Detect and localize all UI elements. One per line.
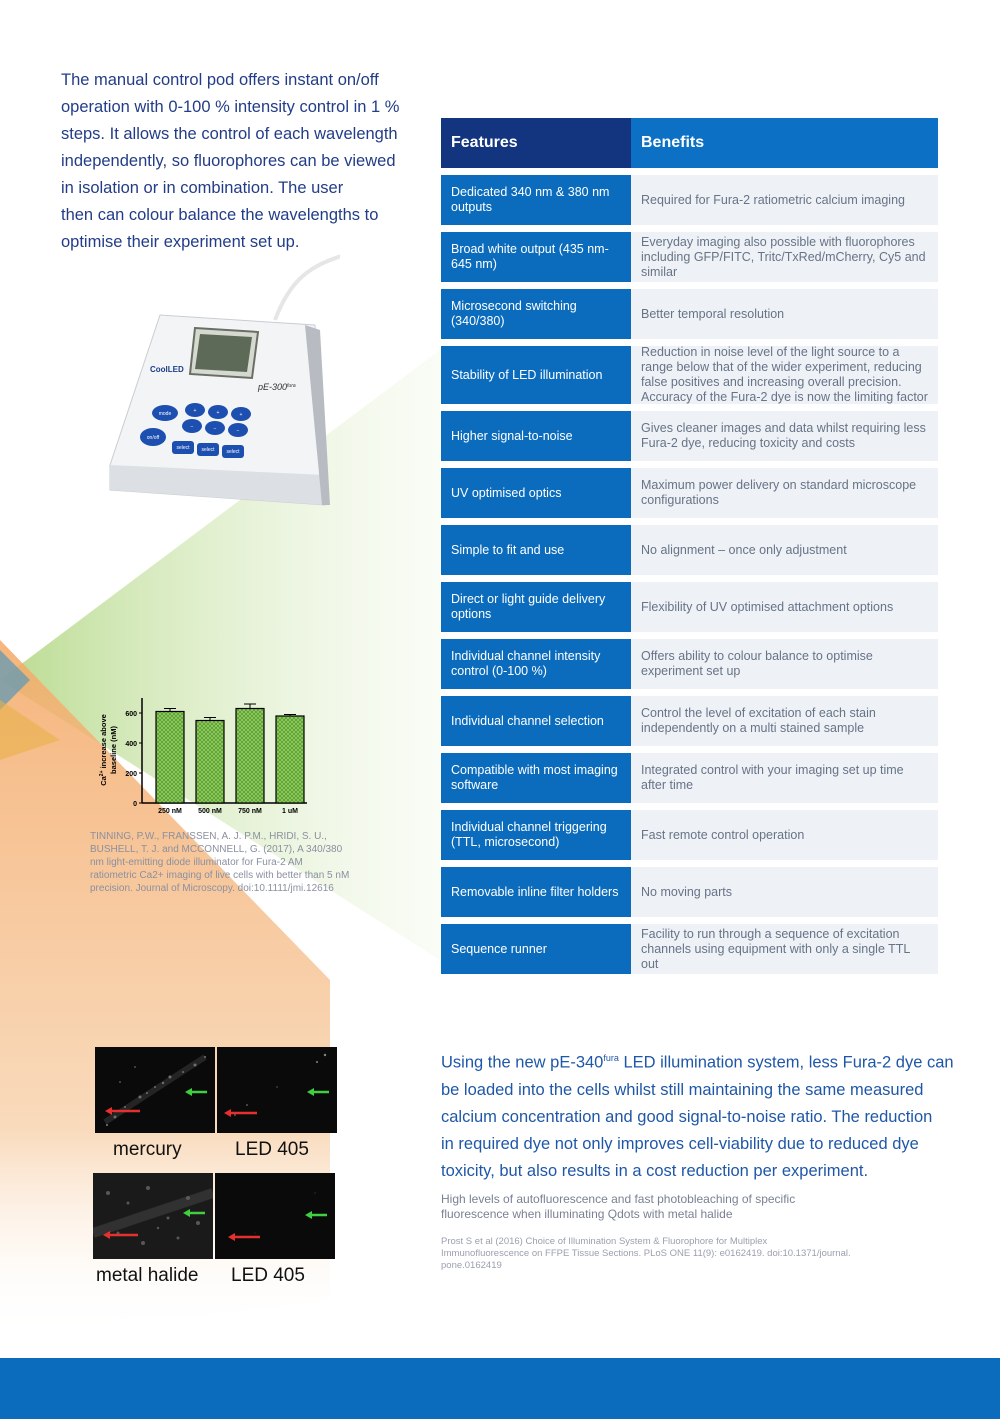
- para2-line1-post: LED illumination system, less Fura-2 dye can: [618, 1053, 954, 1072]
- y-axis-label: [99, 714, 108, 786]
- benefit-cell: Gives cleaner images and data whilst requiring less Fura-2 dye, reducing toxicity and costs: [631, 411, 938, 461]
- table-row: [441, 411, 938, 461]
- intro-line: The manual control pod offers instant on/off: [61, 71, 379, 89]
- micrograph-metal-halide: [93, 1173, 213, 1287]
- table-body: [441, 175, 938, 974]
- feature-cell: Compatible with most imaging software: [441, 753, 631, 803]
- micrograph-label: mercury: [113, 1139, 182, 1160]
- feature-cell: Individual channel triggering (TTL, microsecond): [441, 810, 631, 860]
- select-label: select: [226, 449, 240, 455]
- table-row: [441, 582, 938, 632]
- device-model-name: pE-300: [258, 382, 288, 392]
- ylabel-ca: Ca: [99, 776, 108, 786]
- mode-button-label: mode: [158, 411, 172, 417]
- micrograph-label: LED 405: [235, 1139, 309, 1160]
- table-row: [441, 232, 938, 282]
- chart-citation: TINNING, P.W., FRANSSEN, A. J. P.M., HRIDI, S. U., BUSHELL, T. J. and MCCONNELL, G. (2017), A 340/380 nm light-emitting diode illuminator for Fura-2 AM ratiometric Ca2+ imaging of live cells with better than 5 nM precision. Journal of Microscopy. doi:10.1111/jmi.12616: [90, 831, 350, 894]
- feature-cell: Dedicated 340 nm & 380 nm outputs: [441, 175, 631, 225]
- citation-line: Prost S et al (2016) Choice of Illumination System & Fluorophore for Multiplex: [441, 1236, 768, 1247]
- micrograph-image: [217, 1047, 337, 1133]
- benefit-cell: Better temporal resolution: [631, 289, 938, 339]
- table-header: [441, 118, 938, 168]
- bar: [236, 709, 264, 804]
- y-tick-label: 400: [125, 741, 137, 748]
- feature-cell: Stability of LED illumination: [441, 346, 631, 404]
- benefit-cell: Everyday imaging also possible with fluorophores including GFP/FITC, Tritc/TxRed/mCherry, Cy5 and similar: [631, 232, 938, 282]
- red-arrow-icon: [228, 1233, 260, 1241]
- micrograph-label: metal halide: [96, 1265, 199, 1286]
- header-benefits: Benefits: [631, 118, 938, 168]
- table-row: [441, 289, 938, 339]
- feature-cell: Higher signal-to-noise: [441, 411, 631, 461]
- benefit-cell: Control the level of excitation of each stain independently on a multi stained sample: [631, 696, 938, 746]
- para2-line: toxicity, but also results in a cost reduction per experiment.: [441, 1161, 869, 1180]
- table-row: [441, 468, 938, 518]
- intro-line: then can colour balance the wavelengths to: [61, 206, 379, 224]
- y-axis-label-line2: baseline (nM): [109, 726, 118, 774]
- y-tick-label: 600: [125, 711, 137, 718]
- micrograph-image: [215, 1173, 335, 1259]
- bar: [276, 716, 304, 803]
- feature-cell: Sequence runner: [441, 924, 631, 974]
- benefit-cell: No alignment – once only adjustment: [631, 525, 938, 575]
- green-arrow-icon: [305, 1211, 327, 1219]
- device-model-sup: fura: [287, 383, 296, 389]
- plus-label: +: [239, 412, 243, 418]
- para2-line: in required dye not only improves cell-viability due to reduced dye: [441, 1134, 919, 1153]
- x-tick-label: 750 nM: [238, 808, 262, 815]
- table-row: [441, 753, 938, 803]
- minus-label: −: [190, 424, 194, 430]
- x-tick-label: 250 nM: [158, 808, 182, 815]
- intro-line: optimise their experiment set up.: [61, 233, 300, 251]
- para2-line: calcium concentration and good signal-to-noise ratio. The reduction: [441, 1107, 933, 1126]
- table-row: [441, 346, 938, 404]
- micrograph-label: LED 405: [231, 1265, 305, 1286]
- table-row: [441, 639, 938, 689]
- led-system-paragraph: [441, 1045, 961, 1185]
- para2-line1-pre: Using the new pE-340: [441, 1053, 604, 1072]
- features-benefits-table: [441, 118, 938, 974]
- benefit-cell: No moving parts: [631, 867, 938, 917]
- table-row: [441, 696, 938, 746]
- plus-label: +: [193, 408, 197, 414]
- micrograph-mercury: [95, 1047, 215, 1161]
- control-pod-illustration: [100, 250, 340, 520]
- footer-bar: [0, 1358, 1000, 1419]
- x-tick-label: 500 nM: [198, 808, 222, 815]
- citation-line: Immunofluorescence on FFPE Tissue Sections. PLoS ONE 11(9): e0162419. doi:10.1371/journal.: [441, 1248, 851, 1259]
- y-tick-label: 0: [133, 801, 137, 808]
- micrograph-led405-b: [215, 1173, 335, 1287]
- green-arrow-icon: [185, 1088, 207, 1096]
- micrograph-led405-a: [217, 1047, 337, 1161]
- micrograph-image: [93, 1173, 213, 1259]
- para2-line: be loaded into the cells whilst still maintaining the same measured: [441, 1080, 924, 1099]
- feature-cell: Simple to fit and use: [441, 525, 631, 575]
- citation-line: pone.0162419: [441, 1260, 502, 1271]
- ylabel-sup: 2+: [99, 770, 105, 777]
- benefit-cell: Required for Fura-2 ratiometric calcium imaging: [631, 175, 938, 225]
- micrograph-image: [95, 1047, 215, 1133]
- bar: [156, 712, 184, 804]
- intro-line: in isolation or in combination. The user: [61, 179, 344, 197]
- select-label: select: [201, 447, 215, 453]
- feature-cell: Broad white output (435 nm-645 nm): [441, 232, 631, 282]
- benefit-cell: Maximum power delivery on standard microscope configurations: [631, 468, 938, 518]
- benefit-cell: Integrated control with your imaging set up time after time: [631, 753, 938, 803]
- header-features: Features: [441, 118, 631, 168]
- intro-line: independently, so fluorophores can be viewed: [61, 152, 396, 170]
- benefit-cell: Facility to run through a sequence of excitation channels using equipment with only a single TTL out: [631, 924, 938, 974]
- table-row: [441, 924, 938, 974]
- y-tick-label: 200: [125, 771, 137, 778]
- feature-cell: Microsecond switching (340/380): [441, 289, 631, 339]
- caption-line: fluorescence when illuminating Qdots with metal halide: [441, 1207, 733, 1221]
- device-brand: CoolLED: [150, 365, 184, 374]
- feature-cell: Individual channel intensity control (0-100 %): [441, 639, 631, 689]
- benefit-cell: Reduction in noise level of the light source to a range below that of the wider experiment, reducing false positives and increasing overall precision. Accuracy of the Fura-2 dye is now the limiting factor: [631, 346, 938, 404]
- benefit-cell: Flexibility of UV optimised attachment options: [631, 582, 938, 632]
- micrograph-citation: [441, 1236, 871, 1272]
- feature-cell: Individual channel selection: [441, 696, 631, 746]
- table-row: [441, 867, 938, 917]
- on-off-button-label: on/off: [146, 435, 160, 441]
- feature-cell: Removable inline filter holders: [441, 867, 631, 917]
- table-row: [441, 525, 938, 575]
- para2-line1-sup: fura: [603, 1053, 619, 1063]
- plus-label: +: [216, 410, 220, 416]
- caption-line: High levels of autofluorescence and fast photobleaching of specific: [441, 1192, 796, 1206]
- intro-line: operation with 0-100 % intensity control in 1 %: [61, 98, 400, 116]
- green-arrow-icon: [307, 1088, 329, 1096]
- x-tick-label: 1 uM: [282, 808, 298, 815]
- select-label: select: [176, 445, 190, 451]
- bar: [196, 721, 224, 804]
- minus-label: −: [236, 428, 240, 434]
- feature-cell: Direct or light guide delivery options: [441, 582, 631, 632]
- calcium-bar-chart: [92, 688, 312, 823]
- intro-line: steps. It allows the control of each wavelength: [61, 125, 398, 143]
- table-row: [441, 175, 938, 225]
- para2-line: [441, 1045, 961, 1077]
- table-row: [441, 810, 938, 860]
- benefit-cell: Fast remote control operation: [631, 810, 938, 860]
- red-arrow-icon: [224, 1109, 257, 1117]
- ylabel-rest: increase above: [99, 714, 108, 771]
- benefit-cell: Offers ability to colour balance to optimise experiment set up: [631, 639, 938, 689]
- minus-label: −: [213, 426, 217, 432]
- intro-paragraph: [61, 67, 421, 256]
- micrograph-caption: [441, 1192, 861, 1222]
- feature-cell: UV optimised optics: [441, 468, 631, 518]
